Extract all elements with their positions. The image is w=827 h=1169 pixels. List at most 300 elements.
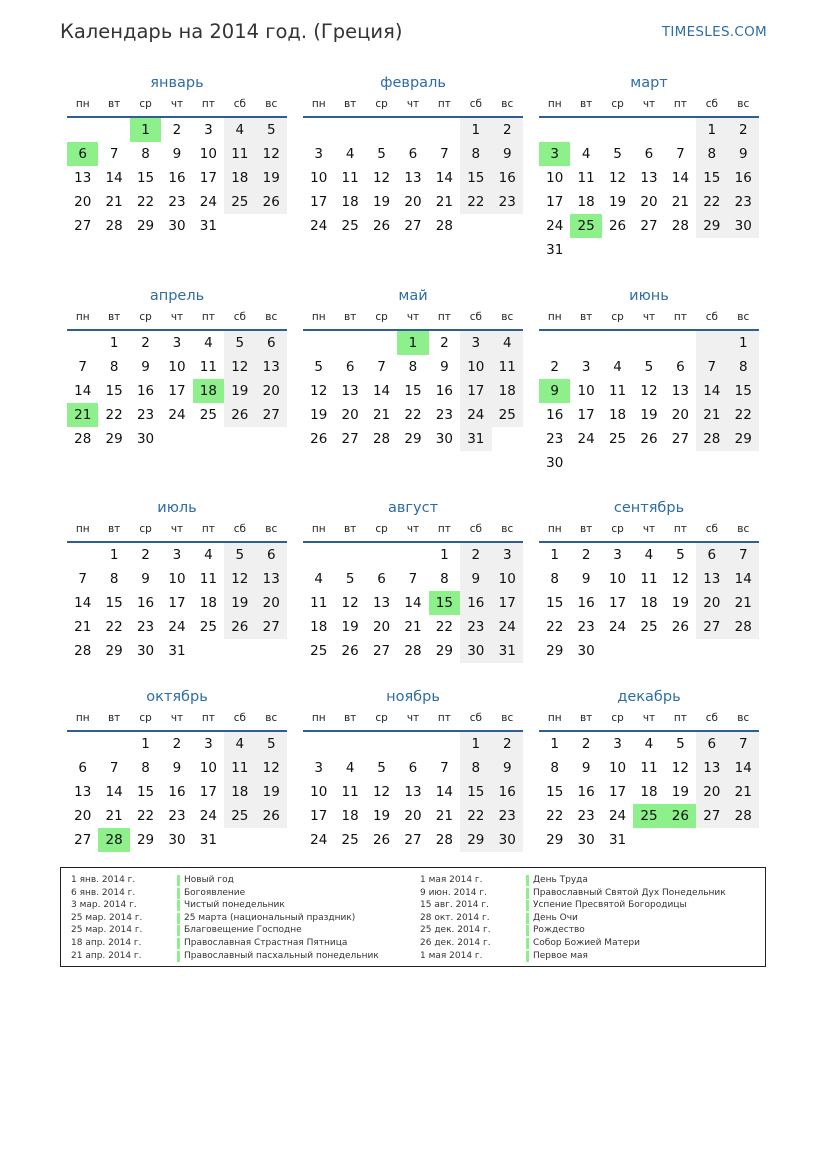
weekday-label: вс: [265, 98, 278, 110]
empty-cell: [366, 732, 397, 756]
day-cell: 21: [696, 403, 727, 427]
empty-cell: [728, 238, 759, 262]
day-cell: 2: [581, 736, 591, 752]
day-cell: 24: [199, 808, 217, 824]
empty-cell: [334, 732, 365, 756]
weekday-label: пн: [75, 98, 90, 110]
day-cell: 17: [168, 595, 186, 611]
day-cell: 13: [671, 383, 689, 399]
day-cell: 29: [546, 832, 564, 848]
weekday-label: вс: [737, 311, 750, 323]
empty-cell: [67, 118, 98, 142]
day-cell: 21: [728, 591, 759, 615]
day-cell: 20: [696, 780, 727, 804]
day-cell: 19: [310, 407, 328, 423]
day-cell: 6: [256, 331, 287, 355]
holiday-date: 26 дек. 2014 г.: [420, 937, 491, 948]
holiday-name: Рождество: [533, 925, 585, 936]
month-block: [539, 686, 759, 852]
weekday-header: [303, 307, 523, 331]
weekday-label: сб: [705, 712, 718, 724]
day-cell: 27: [404, 832, 422, 848]
day-cell: 18: [193, 379, 224, 403]
day-cell: 16: [460, 591, 491, 615]
day-grid: [539, 118, 759, 262]
day-cell: 30: [728, 214, 759, 238]
day-cell: 11: [341, 784, 359, 800]
day-cell: 21: [74, 619, 92, 635]
day-cell: 19: [671, 784, 689, 800]
month-name: май: [398, 288, 428, 304]
empty-cell: [98, 732, 129, 756]
day-cell: 24: [460, 403, 491, 427]
day-cell: 29: [136, 832, 155, 848]
day-cell: 5: [345, 571, 355, 587]
day-cell: 10: [310, 170, 328, 186]
day-cell: 19: [256, 780, 287, 804]
holiday-date: 6 янв. 2014 г.: [71, 887, 136, 898]
day-cell: 27: [640, 218, 658, 234]
day-cell: 27: [341, 431, 359, 447]
day-cell: 28: [696, 427, 727, 451]
weekday-label: вт: [579, 523, 593, 535]
holiday-date: 15 авг. 2014 г.: [420, 900, 489, 911]
month-name: февраль: [380, 75, 446, 91]
day-cell: 21: [404, 619, 422, 635]
day-cell: 5: [377, 146, 386, 162]
day-cell: 23: [577, 619, 595, 635]
day-cell: 13: [404, 170, 422, 186]
holiday-name: Собор Божией Матери: [533, 937, 640, 948]
day-cell: 19: [608, 194, 627, 210]
day-cell: 14: [404, 595, 422, 611]
day-cell: 24: [310, 832, 328, 848]
day-cell: 27: [671, 431, 689, 447]
day-cell: 18: [341, 808, 359, 824]
day-cell: 18: [224, 166, 255, 190]
day-cell: 23: [492, 190, 523, 214]
day-cell: 11: [224, 756, 255, 780]
day-cell: 10: [199, 146, 217, 162]
empty-cell: [602, 639, 633, 663]
day-cell: 14: [74, 595, 92, 611]
weekday-label: вс: [501, 98, 514, 110]
day-cell: 25: [199, 407, 217, 423]
weekday-label: пн: [547, 712, 562, 724]
day-cell: 14: [372, 383, 391, 399]
day-cell: 16: [492, 166, 523, 190]
day-cell: 30: [168, 832, 186, 848]
day-cell: 18: [640, 595, 658, 611]
day-cell: 26: [372, 218, 391, 234]
empty-cell: [224, 828, 255, 852]
weekday-label: пн: [547, 523, 562, 535]
day-cell: 5: [314, 359, 323, 375]
day-cell: 25: [608, 431, 627, 447]
day-cell: 23: [435, 407, 453, 423]
day-cell: 18: [310, 619, 328, 635]
month-name: сентябрь: [613, 500, 685, 516]
weekday-label: чт: [406, 523, 420, 535]
weekday-label: вт: [579, 712, 593, 724]
day-cell: 3: [581, 359, 591, 375]
day-cell: 22: [546, 619, 564, 635]
day-cell: 16: [168, 784, 186, 800]
weekday-label: пн: [547, 311, 562, 323]
day-cell: 11: [577, 170, 595, 186]
day-grid: [303, 543, 523, 663]
day-cell: 17: [310, 808, 328, 824]
month-name: январь: [150, 75, 204, 91]
day-cell: 21: [728, 780, 759, 804]
day-cell: 12: [341, 595, 359, 611]
weekday-header: [303, 94, 523, 118]
day-cell: 17: [608, 595, 627, 611]
holiday-marker: [177, 913, 180, 924]
weekday-label: вт: [107, 712, 121, 724]
day-cell: 8: [408, 359, 418, 375]
day-cell: 15: [546, 784, 564, 800]
day-cell: 24: [492, 615, 523, 639]
day-cell: 6: [345, 359, 355, 375]
day-cell: 4: [204, 335, 213, 351]
day-cell: 16: [546, 407, 564, 423]
weekday-label: пт: [201, 523, 215, 535]
day-cell: 29: [404, 431, 422, 447]
day-cell: 22: [404, 407, 422, 423]
day-cell: 2: [141, 547, 150, 563]
day-cell: 17: [199, 784, 217, 800]
weekday-label: чт: [170, 523, 184, 535]
weekday-label: вт: [343, 311, 357, 323]
day-cell: 31: [608, 832, 627, 848]
day-cell: 15: [404, 383, 422, 399]
empty-cell: [728, 828, 759, 852]
empty-cell: [633, 828, 664, 852]
weekday-label: ср: [139, 311, 152, 323]
day-cell: 22: [460, 190, 491, 214]
empty-cell: [366, 118, 397, 142]
weekday-label: вт: [579, 98, 593, 110]
month-name: март: [630, 75, 668, 91]
day-cell: 4: [644, 547, 654, 563]
day-cell: 10: [310, 784, 328, 800]
day-cell: 4: [224, 118, 255, 142]
weekday-label: ср: [611, 712, 624, 724]
holiday-marker: [177, 875, 180, 886]
day-cell: 30: [546, 455, 564, 471]
empty-cell: [696, 828, 727, 852]
day-cell: 24: [168, 407, 186, 423]
weekday-label: пт: [201, 98, 215, 110]
day-cell: 2: [492, 732, 523, 756]
day-cell: 31: [546, 242, 564, 258]
day-cell: 25: [492, 403, 523, 427]
weekday-label: сб: [705, 311, 718, 323]
weekday-label: сб: [233, 523, 246, 535]
day-cell: 13: [74, 784, 92, 800]
holiday-date: 1 янв. 2014 г.: [71, 875, 136, 885]
day-cell: 17: [608, 784, 627, 800]
weekday-label: пт: [673, 311, 687, 323]
day-cell: 14: [105, 170, 123, 186]
day-cell: 11: [199, 359, 217, 375]
day-cell: 11: [640, 571, 658, 587]
day-cell: 28: [74, 431, 92, 447]
day-cell: 1: [550, 736, 559, 752]
weekday-label: вс: [265, 712, 278, 724]
holiday-name: День Труда: [533, 875, 588, 885]
day-cell: 14: [435, 784, 453, 800]
day-cell: 30: [577, 832, 595, 848]
weekday-header: [303, 519, 523, 543]
month-block: [67, 686, 287, 852]
day-cell: 14: [728, 756, 759, 780]
day-cell: 27: [256, 615, 287, 639]
day-cell: 8: [440, 571, 449, 587]
day-cell: 29: [105, 643, 123, 659]
day-cell: 17: [546, 194, 564, 210]
day-cell: 12: [671, 760, 689, 776]
page-title: Календарь на 2014 год. (Греция): [60, 20, 403, 43]
weekday-label: вт: [343, 98, 357, 110]
day-cell: 5: [676, 736, 685, 752]
holiday-date: 3 мар. 2014 г.: [71, 900, 137, 911]
day-cell: 7: [728, 543, 759, 567]
day-cell: 4: [345, 146, 355, 162]
weekday-label: чт: [406, 98, 420, 110]
holiday-date: 1 мая 2014 г.: [420, 950, 483, 961]
day-grid: [67, 732, 287, 852]
day-cell: 24: [608, 619, 627, 635]
holiday-marker: [177, 888, 180, 899]
day-cell: 16: [577, 595, 595, 611]
day-cell: 5: [256, 732, 287, 756]
empty-cell: [224, 427, 255, 451]
day-cell: 9: [581, 760, 591, 776]
day-cell: 23: [577, 808, 595, 824]
day-cell: 2: [492, 118, 523, 142]
weekday-label: чт: [642, 311, 656, 323]
day-grid: [67, 118, 287, 238]
day-cell: 1: [141, 736, 150, 752]
empty-cell: [633, 118, 664, 142]
day-cell: 3: [613, 736, 622, 752]
day-cell: 9: [172, 146, 182, 162]
day-cell: 9: [492, 142, 523, 166]
day-cell: 4: [224, 732, 255, 756]
weekday-label: ср: [375, 98, 388, 110]
day-cell: 30: [435, 431, 453, 447]
weekday-label: пт: [673, 98, 687, 110]
weekday-label: пт: [673, 523, 687, 535]
day-grid: [539, 543, 759, 663]
weekday-label: вс: [265, 311, 278, 323]
day-cell: 19: [341, 619, 359, 635]
day-cell: 13: [74, 170, 92, 186]
day-cell: 25: [570, 214, 601, 238]
day-cell: 29: [696, 214, 727, 238]
day-cell: 30: [136, 431, 155, 447]
day-cell: 24: [546, 218, 564, 234]
day-cell: 6: [696, 732, 727, 756]
day-cell: 9: [172, 760, 182, 776]
weekday-label: вт: [107, 98, 121, 110]
empty-cell: [397, 118, 428, 142]
day-cell: 30: [168, 218, 186, 234]
empty-cell: [492, 427, 523, 451]
empty-cell: [366, 543, 397, 567]
month-block: [67, 497, 287, 663]
day-cell: 19: [224, 379, 255, 403]
day-cell: 31: [199, 832, 217, 848]
day-cell: 24: [577, 431, 595, 447]
weekday-label: пн: [311, 311, 326, 323]
day-cell: 28: [372, 431, 391, 447]
day-grid: [303, 732, 523, 852]
day-cell: 26: [256, 190, 287, 214]
day-cell: 15: [728, 379, 759, 403]
day-cell: 10: [168, 359, 186, 375]
empty-cell: [539, 118, 570, 142]
day-cell: 21: [67, 403, 98, 427]
holiday-marker: [526, 900, 529, 911]
empty-cell: [460, 214, 491, 238]
day-cell: 1: [728, 331, 759, 355]
day-cell: 1: [397, 331, 428, 355]
day-cell: 27: [256, 403, 287, 427]
day-cell: 4: [644, 736, 654, 752]
site-link[interactable]: TIMESLES.COM: [661, 24, 767, 40]
empty-cell: [602, 238, 633, 262]
day-cell: 14: [728, 567, 759, 591]
day-cell: 22: [105, 407, 123, 423]
weekday-label: ср: [139, 98, 152, 110]
empty-cell: [602, 331, 633, 355]
day-cell: 10: [492, 567, 523, 591]
day-cell: 15: [105, 595, 123, 611]
holiday-marker: [526, 888, 529, 899]
day-cell: 8: [728, 355, 759, 379]
weekday-header: [539, 708, 759, 732]
day-cell: 13: [696, 567, 727, 591]
day-cell: 13: [256, 567, 287, 591]
day-cell: 6: [644, 146, 654, 162]
weekday-header: [539, 94, 759, 118]
weekday-label: вт: [107, 311, 121, 323]
day-cell: 20: [372, 619, 391, 635]
day-cell: 1: [440, 547, 449, 563]
day-cell: 23: [460, 615, 491, 639]
weekday-label: сб: [705, 523, 718, 535]
day-cell: 16: [136, 383, 155, 399]
empty-cell: [303, 118, 334, 142]
day-cell: 29: [435, 643, 453, 659]
weekday-label: пт: [201, 712, 215, 724]
day-cell: 25: [640, 619, 658, 635]
day-cell: 27: [696, 804, 727, 828]
day-cell: 7: [696, 355, 727, 379]
day-cell: 28: [74, 643, 92, 659]
weekday-label: ср: [139, 712, 152, 724]
day-cell: 18: [640, 784, 658, 800]
empty-cell: [224, 214, 255, 238]
day-cell: 26: [256, 804, 287, 828]
empty-cell: [602, 451, 633, 475]
day-cell: 15: [546, 595, 564, 611]
day-cell: 4: [345, 760, 355, 776]
empty-cell: [193, 639, 224, 663]
day-cell: 2: [172, 122, 182, 138]
day-cell: 14: [105, 784, 123, 800]
day-cell: 22: [105, 619, 123, 635]
empty-cell: [728, 451, 759, 475]
day-cell: 17: [199, 170, 217, 186]
day-cell: 20: [404, 194, 422, 210]
weekday-label: ср: [375, 523, 388, 535]
day-cell: 11: [199, 571, 217, 587]
day-cell: 15: [460, 780, 491, 804]
day-cell: 30: [460, 639, 491, 663]
day-cell: 19: [640, 407, 658, 423]
empty-cell: [665, 639, 696, 663]
empty-cell: [633, 331, 664, 355]
holiday-marker: [177, 951, 180, 962]
day-cell: 2: [581, 547, 591, 563]
weekday-header: [67, 708, 287, 732]
weekday-label: пт: [437, 311, 451, 323]
holiday-name: Православный Святой Дух Понедельник: [533, 887, 726, 898]
day-cell: 20: [256, 591, 287, 615]
holiday-name: Благовещение Господне: [184, 925, 302, 936]
empty-cell: [193, 427, 224, 451]
day-cell: 8: [109, 571, 119, 587]
day-cell: 7: [109, 146, 119, 162]
day-grid: [303, 331, 523, 451]
day-cell: 28: [435, 218, 453, 234]
day-cell: 29: [546, 643, 564, 659]
empty-cell: [665, 828, 696, 852]
day-cell: 1: [109, 335, 119, 351]
day-cell: 11: [640, 760, 658, 776]
day-cell: 20: [256, 379, 287, 403]
day-cell: 13: [341, 383, 359, 399]
month-block: [303, 686, 523, 852]
day-cell: 23: [168, 808, 186, 824]
day-cell: 31: [199, 218, 217, 234]
day-cell: 14: [74, 383, 92, 399]
empty-cell: [602, 118, 633, 142]
day-cell: 6: [256, 543, 287, 567]
empty-cell: [570, 238, 601, 262]
holiday-date: 25 дек. 2014 г.: [420, 925, 491, 936]
empty-cell: [429, 732, 460, 756]
day-cell: 12: [256, 756, 287, 780]
weekday-label: ср: [611, 523, 624, 535]
holiday-date: 25 мар. 2014 г.: [71, 925, 143, 936]
day-cell: 8: [141, 760, 150, 776]
empty-cell: [303, 543, 334, 567]
day-cell: 6: [408, 760, 418, 776]
month-block: [303, 497, 523, 663]
day-cell: 2: [550, 359, 559, 375]
weekday-label: чт: [406, 311, 420, 323]
day-cell: 4: [204, 547, 213, 563]
day-cell: 4: [613, 359, 622, 375]
day-cell: 28: [98, 828, 129, 852]
day-cell: 13: [640, 170, 658, 186]
weekday-label: вт: [343, 712, 357, 724]
